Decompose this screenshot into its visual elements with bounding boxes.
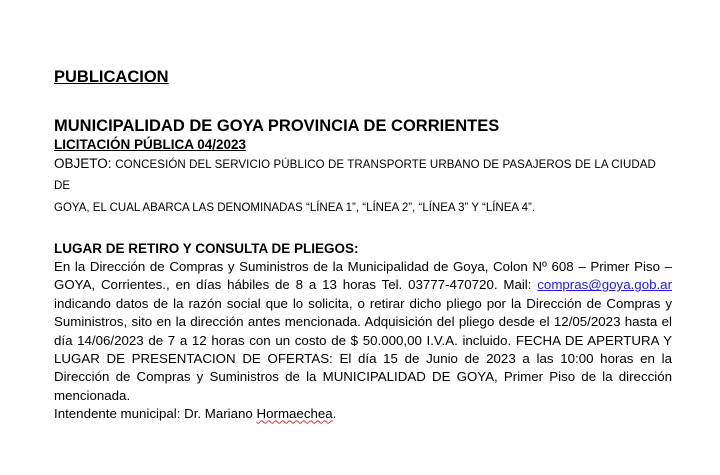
document-page [54,66,672,423]
body-paragraph [54,258,672,405]
publication-title: PUBLICACION [54,68,169,86]
body-part-2: indicando datos de la razón social que lo solicita, o retirar dicho pliego por la Dirección de Compras y Suministros, sito en la dirección antes mencionada. Adquisición del pliego desde el 12/05/2023 hasta el día 14/06/2023 de 7 a 12 horas con un costo de $ 50.000,00 I.V.A. incluido. FECHA DE APERTURA Y LUGAR DE PRESENTACION DE OFERTAS: El día 15 de Junio de 2023 a las 10:00 horas en la Dirección de Compras y Suministros de la MUNICIPALIDAD DE GOYA, Primer Piso de la dirección mencionada. [54,295,672,403]
licitacion-heading: LICITACIÓN PÚBLICA 04/2023 [54,137,247,152]
objeto-label: OBJETO: [54,156,112,171]
objeto-text-1: CONCESIÓN DEL SERVICIO PÚBLICO DE TRANSPORTE URBANO DE PASAJEROS DE LA CIUDAD DE [54,159,656,192]
lugar-heading: LUGAR DE RETIRO Y CONSULTA DE PLIEGOS: [54,241,359,256]
organization-title: MUNICIPALIDAD DE GOYA PROVINCIA DE CORRIENTES [54,117,500,135]
objeto-text-2: GOYA, EL CUAL ABARCA LAS DENOMINADAS “LÍNEA 1”, “LÍNEA 2”, “LÍNEA 3” Y “LÍNEA 4”. [54,202,536,214]
signature-surname: Hormaechea [256,406,333,422]
objeto-line-1 [54,154,672,196]
signature-prefix: Intendente municipal: Dr. Mariano [54,406,257,422]
email-link[interactable]: compras@goya.gob.ar [537,277,672,293]
signature-suffix: . [332,406,337,422]
signature-line [54,405,672,423]
body-part-1: En la Dirección de Compras y Suministros de la Municipalidad de Goya, Colon Nº 608 – Primer Piso – GOYA, Corrientes., en días hábiles de 8 a 13 horas Tel. 03777-470720. Mail: [54,259,672,293]
